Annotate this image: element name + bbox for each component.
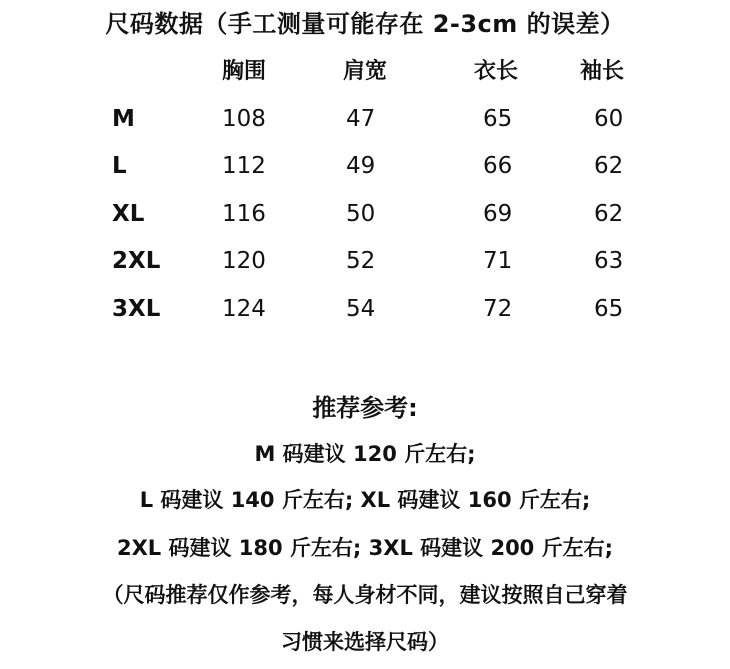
- table-cell-sleeve: 62: [594, 153, 624, 179]
- table-cell-sleeve: 65: [594, 296, 624, 322]
- table-cell-shoulder: 47: [346, 106, 376, 132]
- header-sleeve: 袖长: [580, 59, 625, 84]
- table-row-size: M: [112, 106, 135, 132]
- table-cell-length: 65: [483, 106, 513, 132]
- table-cell-chest: 124: [222, 296, 266, 322]
- table-cell-shoulder: 49: [346, 153, 376, 179]
- table-row-size: 3XL: [112, 296, 161, 322]
- recommend-line: M 码建议 120 斤左右;: [254, 442, 476, 466]
- table-cell-length: 72: [483, 296, 513, 322]
- recommend-note: （尺码推荐仅作参考，每人身材不同，建议按照自己穿着: [102, 583, 628, 607]
- table-cell-length: 66: [483, 153, 513, 179]
- header-length: 衣长: [474, 59, 519, 84]
- table-cell-chest: 116: [222, 201, 266, 227]
- table-cell-shoulder: 54: [346, 296, 376, 322]
- table-row-size: L: [112, 153, 127, 179]
- table-cell-sleeve: 60: [594, 106, 624, 132]
- table-cell-shoulder: 50: [346, 201, 376, 227]
- table-cell-chest: 120: [222, 248, 266, 274]
- header-shoulder: 肩宽: [343, 59, 388, 84]
- table-cell-sleeve: 63: [594, 248, 624, 274]
- recommend-line: 2XL 码建议 180 斤左右; 3XL 码建议 200 斤左右;: [116, 536, 613, 560]
- table-cell-chest: 108: [222, 106, 266, 132]
- table-cell-chest: 112: [222, 153, 266, 179]
- recommend-note: 习惯来选择尺码）: [281, 630, 449, 654]
- table-cell-length: 69: [483, 201, 513, 227]
- page-title: 尺码数据（手工测量可能存在 2-3cm 的误差）: [105, 10, 625, 38]
- header-chest: 胸围: [222, 59, 267, 84]
- table-cell-length: 71: [483, 248, 513, 274]
- table-row-size: 2XL: [112, 248, 161, 274]
- recommend-title: 推荐参考:: [312, 394, 418, 422]
- recommend-line: L 码建议 140 斤左右; XL 码建议 160 斤左右;: [139, 488, 591, 512]
- table-cell-sleeve: 62: [594, 201, 624, 227]
- table-row-size: XL: [112, 201, 145, 227]
- table-cell-shoulder: 52: [346, 248, 376, 274]
